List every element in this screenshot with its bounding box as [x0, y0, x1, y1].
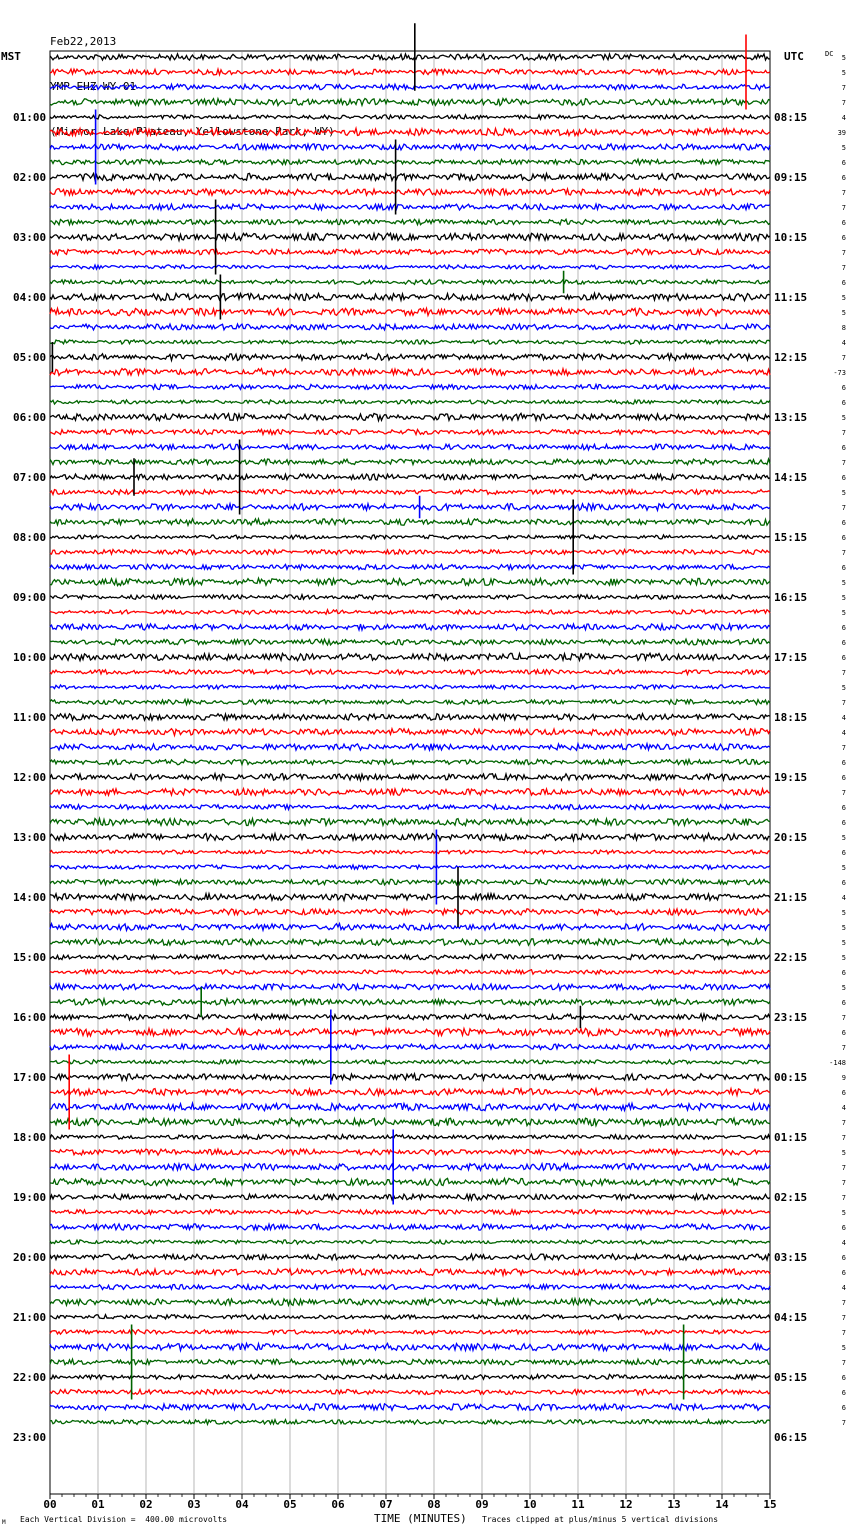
dc-offset-value: 5	[841, 1209, 846, 1217]
dc-offset-value: 6	[841, 564, 846, 572]
station-label: YMP EHZ WY 01	[50, 80, 137, 93]
dc-offset-value: 5	[841, 954, 846, 962]
dc-offset-value: 6	[841, 279, 846, 287]
utc-hour-label: 03:15	[774, 1251, 808, 1264]
seismic-trace	[50, 789, 770, 796]
seismic-trace	[50, 535, 770, 539]
dc-offset-value: -148	[829, 1059, 846, 1067]
seismic-trace	[50, 519, 770, 525]
seismic-trace	[50, 159, 770, 165]
dc-offset-value: 5	[841, 984, 846, 992]
mst-hour-label: 21:00	[13, 1311, 47, 1324]
dc-offset-value: 6	[841, 159, 846, 167]
utc-hour-label: 17:15	[774, 651, 808, 664]
seismic-trace	[50, 1089, 770, 1096]
mst-hour-label: 23:00	[13, 1431, 47, 1444]
seismic-trace	[50, 879, 770, 885]
utc-hour-label: 16:15	[774, 591, 808, 604]
utc-hour-label: 20:15	[774, 831, 808, 844]
mst-hour-label: 22:00	[13, 1371, 47, 1384]
dc-offset-value: 6	[841, 519, 846, 527]
utc-hour-label: 12:15	[774, 351, 808, 364]
dc-offset-value: 6	[841, 654, 846, 662]
dc-offset-value: 7	[841, 1179, 846, 1187]
dc-offset-value: 6	[841, 234, 846, 242]
utc-hour-label: 23:15	[774, 1011, 808, 1024]
mst-hour-label: 12:00	[13, 771, 47, 784]
seismic-trace	[50, 564, 770, 569]
dc-offset-value: 6	[841, 1389, 846, 1397]
x-tick-label: 11	[571, 1498, 585, 1511]
seismic-trace	[50, 173, 770, 180]
dc-offset-value: 6	[841, 384, 846, 392]
seismic-trace	[50, 1074, 770, 1080]
dc-offset-value: 7	[841, 699, 846, 707]
x-tick-label: 00	[43, 1498, 57, 1511]
mst-hour-label: 13:00	[13, 831, 47, 844]
dc-offset-value: 39	[837, 129, 846, 137]
dc-offset-value: 5	[841, 1149, 846, 1157]
dc-offset-value: 6	[841, 1254, 846, 1262]
dc-offset-value: 6	[841, 969, 846, 977]
seismic-trace	[50, 759, 770, 764]
dc-offset-value: 6	[841, 1224, 846, 1232]
dc-offset-value: 7	[841, 1419, 846, 1427]
dc-offset-value: 7	[841, 789, 846, 797]
dc-offset-value: 5	[841, 609, 846, 617]
x-tick-label: 03	[187, 1498, 201, 1511]
seismic-trace	[50, 653, 770, 660]
dc-offset-value: 6	[841, 474, 846, 482]
seismic-trace	[50, 354, 770, 361]
seismic-trace	[50, 204, 770, 210]
dc-offset-value: 5	[841, 909, 846, 917]
seismic-trace	[50, 1420, 770, 1425]
utc-hour-label: 22:15	[774, 951, 808, 964]
seismic-trace	[50, 144, 770, 150]
seismic-trace	[50, 115, 770, 119]
seismic-trace	[50, 84, 770, 90]
utc-hour-label: 13:15	[774, 411, 808, 424]
dc-offset-value: 7	[841, 1164, 846, 1172]
dc-offset-value: 5	[841, 294, 846, 302]
seismic-trace	[50, 578, 770, 585]
seismic-trace	[50, 1285, 770, 1290]
dc-offset-value: 7	[841, 354, 846, 362]
clip-note: Traces clipped at plus/minus 5 vertical divisions	[482, 1515, 719, 1524]
utc-hour-label: 05:15	[774, 1371, 808, 1384]
x-tick-label: 09	[475, 1498, 489, 1511]
seismic-trace	[50, 1254, 770, 1260]
utc-hour-label: 09:15	[774, 171, 808, 184]
seismic-trace	[50, 1060, 770, 1064]
seismic-trace	[50, 954, 770, 959]
seismic-trace	[50, 1044, 770, 1050]
seismic-trace	[50, 1299, 770, 1306]
seismic-trace	[50, 700, 770, 705]
seismic-trace	[50, 939, 770, 945]
x-tick-label: 08	[427, 1498, 441, 1511]
seismic-trace	[50, 1330, 770, 1335]
dc-offset-value: 4	[841, 1239, 846, 1247]
dc-offset-value: 5	[841, 924, 846, 932]
dc-offset-value: 4	[841, 114, 846, 122]
seismic-trace	[50, 189, 770, 196]
dc-offset-value: 5	[841, 834, 846, 842]
dc-offset-value: 7	[841, 459, 846, 467]
dc-offset-value: -73	[833, 369, 846, 377]
seismic-trace	[50, 1315, 770, 1320]
seismic-trace	[50, 924, 770, 931]
dc-offset-value: 5	[841, 579, 846, 587]
dc-offset-value: 5	[841, 414, 846, 422]
seismic-trace	[50, 340, 770, 344]
utc-hour-label: 00:15	[774, 1071, 808, 1084]
x-tick-label: 10	[523, 1498, 537, 1511]
seismic-trace	[50, 1164, 770, 1171]
x-axis-title: TIME (MINUTES)	[374, 1512, 467, 1525]
mst-hour-label: 03:00	[13, 231, 47, 244]
dc-offset-value: 6	[841, 879, 846, 887]
seismic-trace	[50, 1149, 770, 1155]
seismic-trace	[50, 280, 770, 285]
seismic-trace	[50, 744, 770, 751]
seismic-trace	[50, 249, 770, 255]
mst-hour-label: 08:00	[13, 531, 47, 544]
seismic-trace	[50, 293, 770, 300]
location-label: (Mirror Lake Plateau, Yellowstone Park, WY)	[50, 125, 335, 138]
x-tick-label: 01	[91, 1498, 105, 1511]
seismic-trace	[50, 670, 770, 675]
mst-hour-label: 10:00	[13, 651, 47, 664]
dc-offset-value: 6	[841, 849, 846, 857]
dc-offset-value: 7	[841, 189, 846, 197]
mst-hour-label: 01:00	[13, 111, 47, 124]
seismic-trace	[50, 400, 770, 404]
dc-offset-value: 7	[841, 429, 846, 437]
seismic-trace	[50, 444, 770, 450]
x-tick-label: 02	[139, 1498, 153, 1511]
dc-offset-value: 4	[841, 714, 846, 722]
seismic-trace	[50, 69, 770, 75]
seismic-trace	[50, 429, 770, 434]
seismic-trace	[50, 128, 770, 135]
seismic-trace	[50, 729, 770, 736]
seismic-trace	[50, 1118, 770, 1126]
seismic-trace	[50, 909, 770, 915]
seismic-trace	[50, 595, 770, 600]
dc-offset-value: 7	[841, 1314, 846, 1322]
dc-offset-value: 8	[841, 324, 846, 332]
dc-offset-value: 5	[841, 489, 846, 497]
dc-offset-value: 4	[841, 1284, 846, 1292]
utc-hour-label: 02:15	[774, 1191, 808, 1204]
dc-offset-value: 5	[841, 864, 846, 872]
dc-offset-value: 6	[841, 804, 846, 812]
seismic-trace	[50, 1224, 770, 1230]
seismic-trace	[50, 970, 770, 975]
utc-hour-label: 18:15	[774, 711, 808, 724]
seismic-trace	[50, 850, 770, 854]
dc-offset-value: 6	[841, 624, 846, 632]
mst-hour-label: 09:00	[13, 591, 47, 604]
seismic-trace	[50, 474, 770, 480]
dc-offset-value: 6	[841, 639, 846, 647]
dc-offset-value: 4	[841, 339, 846, 347]
seismic-trace	[50, 1343, 770, 1350]
seismic-trace	[50, 984, 770, 990]
seismic-trace	[50, 265, 770, 269]
utc-hour-label: 04:15	[774, 1311, 808, 1324]
seismic-trace	[50, 1240, 770, 1244]
seismic-trace	[50, 1028, 770, 1036]
seismic-trace	[50, 894, 770, 901]
dc-offset-value: 6	[841, 174, 846, 182]
x-tick-label: 05	[283, 1498, 297, 1511]
dc-offset-value: 9	[841, 1074, 846, 1082]
dc-offset-value: 5	[841, 54, 846, 62]
utc-hour-label: 14:15	[774, 471, 808, 484]
dc-offset-value: 6	[841, 1374, 846, 1382]
seismic-trace	[50, 219, 770, 224]
mst-hour-label: 20:00	[13, 1251, 47, 1264]
seismic-trace	[50, 1135, 770, 1140]
seismic-trace	[50, 639, 770, 645]
seismic-trace	[50, 805, 770, 810]
seismic-trace	[50, 1389, 770, 1394]
dc-offset-value: 4	[841, 729, 846, 737]
utc-hour-label: 21:15	[774, 891, 808, 904]
dc-offset-value: 4	[841, 894, 846, 902]
seismic-trace	[50, 54, 770, 60]
utc-hour-label: 11:15	[774, 291, 808, 304]
mst-hour-label: 16:00	[13, 1011, 47, 1024]
dc-offset-value: 7	[841, 1119, 846, 1127]
dc-offset-value: 6	[841, 1269, 846, 1277]
date-label: Feb22,2013	[50, 35, 117, 48]
dc-offset-value: 5	[841, 939, 846, 947]
dc-offset-value: 6	[841, 444, 846, 452]
dc-offset-value: 7	[841, 1359, 846, 1367]
dc-offset-value: 7	[841, 669, 846, 677]
seismic-trace	[50, 685, 770, 689]
x-tick-label: 13	[667, 1498, 681, 1511]
seismic-trace	[50, 1404, 770, 1411]
dc-offset-value: 6	[841, 1404, 846, 1412]
scale-note: Each Vertical Division = 400.00 microvolts	[20, 1515, 228, 1524]
utc-hour-label: 08:15	[774, 111, 808, 124]
dc-offset-value: 7	[841, 1134, 846, 1142]
seismic-trace	[50, 384, 770, 389]
seismic-trace	[50, 233, 770, 240]
dc-offset-value: 7	[841, 1014, 846, 1022]
x-tick-label: 06	[331, 1498, 345, 1511]
dc-offset-value: 7	[841, 1044, 846, 1052]
dc-offset-value: 7	[841, 1194, 846, 1202]
dc-offset-value: 7	[841, 249, 846, 257]
seismic-trace	[50, 99, 770, 106]
dc-offset-value: 7	[841, 204, 846, 212]
seismic-trace	[50, 833, 770, 840]
seismic-trace	[50, 774, 770, 781]
footer-mark: M	[2, 1519, 6, 1526]
dc-offset-value: 6	[841, 999, 846, 1007]
seismic-trace	[50, 1103, 770, 1110]
utc-hour-label: 19:15	[774, 771, 808, 784]
dc-offset-value: 7	[841, 549, 846, 557]
seismic-trace	[50, 714, 770, 720]
seismic-trace	[50, 369, 770, 376]
dc-offset-value: 5	[841, 684, 846, 692]
seismic-trace	[50, 459, 770, 465]
mst-hour-label: 14:00	[13, 891, 47, 904]
mst-hour-label: 18:00	[13, 1131, 47, 1144]
dc-offset-value: 7	[841, 99, 846, 107]
dc-offset-value: 4	[841, 1104, 846, 1112]
mst-hour-label: 06:00	[13, 411, 47, 424]
left-zone-label: MST	[1, 50, 21, 63]
seismic-trace	[50, 413, 770, 420]
x-tick-label: 14	[715, 1498, 729, 1511]
x-tick-label: 04	[235, 1498, 249, 1511]
x-tick-label: 07	[379, 1498, 393, 1511]
dc-offset-value: 6	[841, 534, 846, 542]
seismic-trace	[50, 504, 770, 511]
seismic-trace	[50, 865, 770, 869]
seismic-trace	[50, 1014, 770, 1020]
dc-offset-value: 6	[841, 1029, 846, 1037]
dc-offset-value: 6	[841, 399, 846, 407]
dc-header: DC	[825, 50, 834, 58]
dc-offset-value: 7	[841, 744, 846, 752]
dc-offset-value: 6	[841, 1089, 846, 1097]
mst-hour-label: 04:00	[13, 291, 47, 304]
utc-hour-label: 15:15	[774, 531, 808, 544]
seismic-trace	[50, 1194, 770, 1200]
dc-offset-value: 7	[841, 264, 846, 272]
dc-offset-value: 6	[841, 819, 846, 827]
mst-hour-label: 11:00	[13, 711, 47, 724]
mst-hour-label: 02:00	[13, 171, 47, 184]
seismic-trace	[50, 489, 770, 494]
seismic-trace	[50, 1374, 770, 1379]
utc-hour-label: 10:15	[774, 231, 808, 244]
mst-hour-label: 19:00	[13, 1191, 47, 1204]
dc-offset-value: 5	[841, 594, 846, 602]
dc-offset-value: 6	[841, 219, 846, 227]
seismic-trace	[50, 550, 770, 555]
right-zone-label: UTC	[784, 50, 804, 63]
dc-offset-value: 6	[841, 774, 846, 782]
x-tick-label: 15	[763, 1498, 777, 1511]
mst-hour-label: 15:00	[13, 951, 47, 964]
seismic-trace	[50, 1178, 770, 1185]
dc-offset-value: 7	[841, 1329, 846, 1337]
dc-offset-value: 5	[841, 1344, 846, 1352]
seismic-trace	[50, 819, 770, 826]
seismic-trace	[50, 308, 770, 315]
dc-offset-value: 7	[841, 84, 846, 92]
mst-hour-label: 17:00	[13, 1071, 47, 1084]
seismic-trace	[50, 1210, 770, 1215]
seismic-trace	[50, 1269, 770, 1275]
seismic-trace	[50, 324, 770, 330]
seismic-trace	[50, 610, 770, 614]
mst-hour-label: 05:00	[13, 351, 47, 364]
dc-offset-value: 5	[841, 144, 846, 152]
utc-hour-label: 06:15	[774, 1431, 808, 1444]
dc-offset-value: 7	[841, 504, 846, 512]
seismic-trace	[50, 999, 770, 1005]
dc-offset-value: 7	[841, 1299, 846, 1307]
seismic-trace	[50, 1359, 770, 1365]
utc-hour-label: 01:15	[774, 1131, 808, 1144]
dc-offset-value: 5	[841, 69, 846, 77]
dc-offset-value: 6	[841, 759, 846, 767]
mst-hour-label: 07:00	[13, 471, 47, 484]
dc-offset-value: 5	[841, 309, 846, 317]
seismic-trace	[50, 624, 770, 630]
x-tick-label: 12	[619, 1498, 633, 1511]
